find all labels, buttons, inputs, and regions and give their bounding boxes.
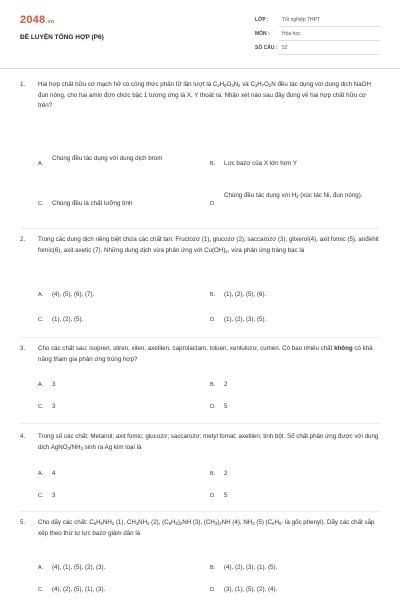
question-number: 4. [20, 433, 26, 440]
question-text: Trong các dung dịch riêng biệt chứa các chất tan: Fructozơ (1), glucozơ (2), saccarozơ (3), glixerol(4), axit fomic (5), anđehit fomic(6), axit axetic (7). Những dung dịch vừa phản ứng với $Cu(OH)_2$, vừa phản ứng tráng bạc là [38, 236, 379, 254]
option-label: D. [210, 587, 216, 593]
logo-suffix: .vn [46, 19, 55, 25]
question-divider [20, 228, 380, 229]
meta-underline [279, 26, 380, 27]
option-text: 3 [52, 492, 56, 499]
option-text: (1), (2), (5), (6). [224, 291, 267, 298]
option-label: A. [38, 292, 44, 298]
question-divider [20, 423, 380, 424]
meta-underline [279, 40, 380, 41]
meta-class-value: Tốt nghiệp THPT [282, 17, 320, 23]
option-label: B. [210, 161, 216, 167]
option-label: C. [38, 404, 44, 410]
option-text: (1), (2), (5). [52, 316, 84, 323]
meta-count [255, 43, 380, 55]
option-text: (4), (2), (3), (1), (5). [224, 564, 278, 571]
meta-class [255, 15, 380, 27]
meta-class-label: LỚP : [255, 17, 269, 23]
option-text: 2 [224, 381, 228, 388]
question-5 [20, 518, 380, 548]
meta-subject [255, 29, 380, 41]
question-text: Hai hợp chất hữu cơ mạch hở có công thức phân tử lần lượt là $C_2H_8O_3N_2$ và $C_3H_7O_2N$ đều tác dụng với dung dịch NaOH đun nóng, cho hai amin đơn chức bậc 1 tương ứng là X, Y thoát ra. Nhận xét nào sau đây đúng về hai hợp chất hữu cơ trên? [38, 81, 371, 109]
option-text: 3 [52, 403, 56, 410]
option-label: C. [38, 317, 44, 323]
option-label: B. [210, 471, 216, 477]
question-divider [20, 337, 380, 338]
option-label: D. [210, 201, 216, 207]
option-label: B. [210, 382, 216, 388]
question-number: 5. [20, 519, 26, 526]
option-label: D. [210, 493, 216, 499]
meta-subject-value: Hóa học [282, 31, 301, 37]
question-number: 1. [20, 81, 26, 88]
option-label: D. [210, 404, 216, 410]
option-label: D. [210, 317, 216, 323]
option-text: (4), (2), (5), (1), (3). [52, 586, 106, 593]
logo-text: 2048 [20, 14, 46, 26]
option-text: (3), (1), (5), (2), (4). [224, 586, 278, 593]
meta-underline [279, 54, 380, 55]
brand-logo[interactable] [20, 14, 54, 26]
option-label: B. [210, 292, 216, 298]
option-text: (4), (1), (5), (2), (3). [52, 564, 106, 571]
option-label: C. [38, 587, 44, 593]
option-label: C. [38, 493, 44, 499]
question-4 [20, 432, 380, 456]
question-number: 3. [20, 345, 26, 352]
question-divider [20, 511, 380, 512]
exam-title: ĐỀ LUYỆN TỔNG HỢP (P6) [20, 34, 104, 41]
page-header [0, 0, 400, 62]
header-divider [0, 68, 400, 69]
question-1 [20, 80, 380, 130]
option-label: A. [38, 565, 44, 571]
meta-count-value: 52 [282, 45, 288, 51]
question-text: Cho dãy các chất: $C_6H_5NH_2$ (1), $CH_3NH_2$ (2), $(C_6H_5)_2NH$ (3), $(CH_3)_2NH$ (4), $NH_3$ (5) ($C_6H_5-$ là gốc phenyl). Dãy các chất sắp xếp theo thứ tự lực bazơ giảm dần là [38, 519, 375, 537]
meta-subject-label: MÔN : [255, 31, 270, 37]
option-text: 4 [52, 470, 56, 477]
option-label: B. [210, 565, 216, 571]
option-text: 3 [52, 381, 56, 388]
option-label: A. [38, 471, 44, 477]
question-text: Trong số các chất: Metanol; axit fomic; glucozơ; saccarozơ; metyl fomat; axetilen; tinh bột. Số chất phản ứng được với dung dịch $AgNO_3/NH_3$ sinh ra Ag kim loại là [38, 433, 379, 451]
option-text: Lực bazơ của X lớn hơn Y [224, 160, 297, 167]
option-label: A. [38, 161, 44, 167]
question-3 [20, 344, 380, 368]
option-text: (4), (5), (6), (7). [52, 291, 95, 298]
emphasis-word: không [334, 345, 353, 352]
option-text: (1), (2), (3), (5). [224, 316, 267, 323]
question-text: Cho các chất sau: isopren, stiren, xilen, axetilen, caprolactam, toluen, xenlulozơ, cumen. Có bao nhiêu chất không có khả năng tham gia phản ứng trùng hợp? [38, 345, 373, 363]
option-text: 5 [224, 403, 228, 410]
question-number: 2. [20, 236, 26, 243]
option-text: 5 [224, 492, 228, 499]
option-text: Chúng đều tác dụng với dung dịch brom [52, 155, 163, 162]
question-2 [20, 235, 380, 270]
option-label: A. [38, 382, 44, 388]
option-label: C. [38, 201, 44, 207]
meta-count-label: SỐ CÂU : [255, 45, 278, 51]
option-text: Chúng đều là chất lưỡng tính [52, 200, 133, 207]
option-text: 2 [224, 470, 228, 477]
